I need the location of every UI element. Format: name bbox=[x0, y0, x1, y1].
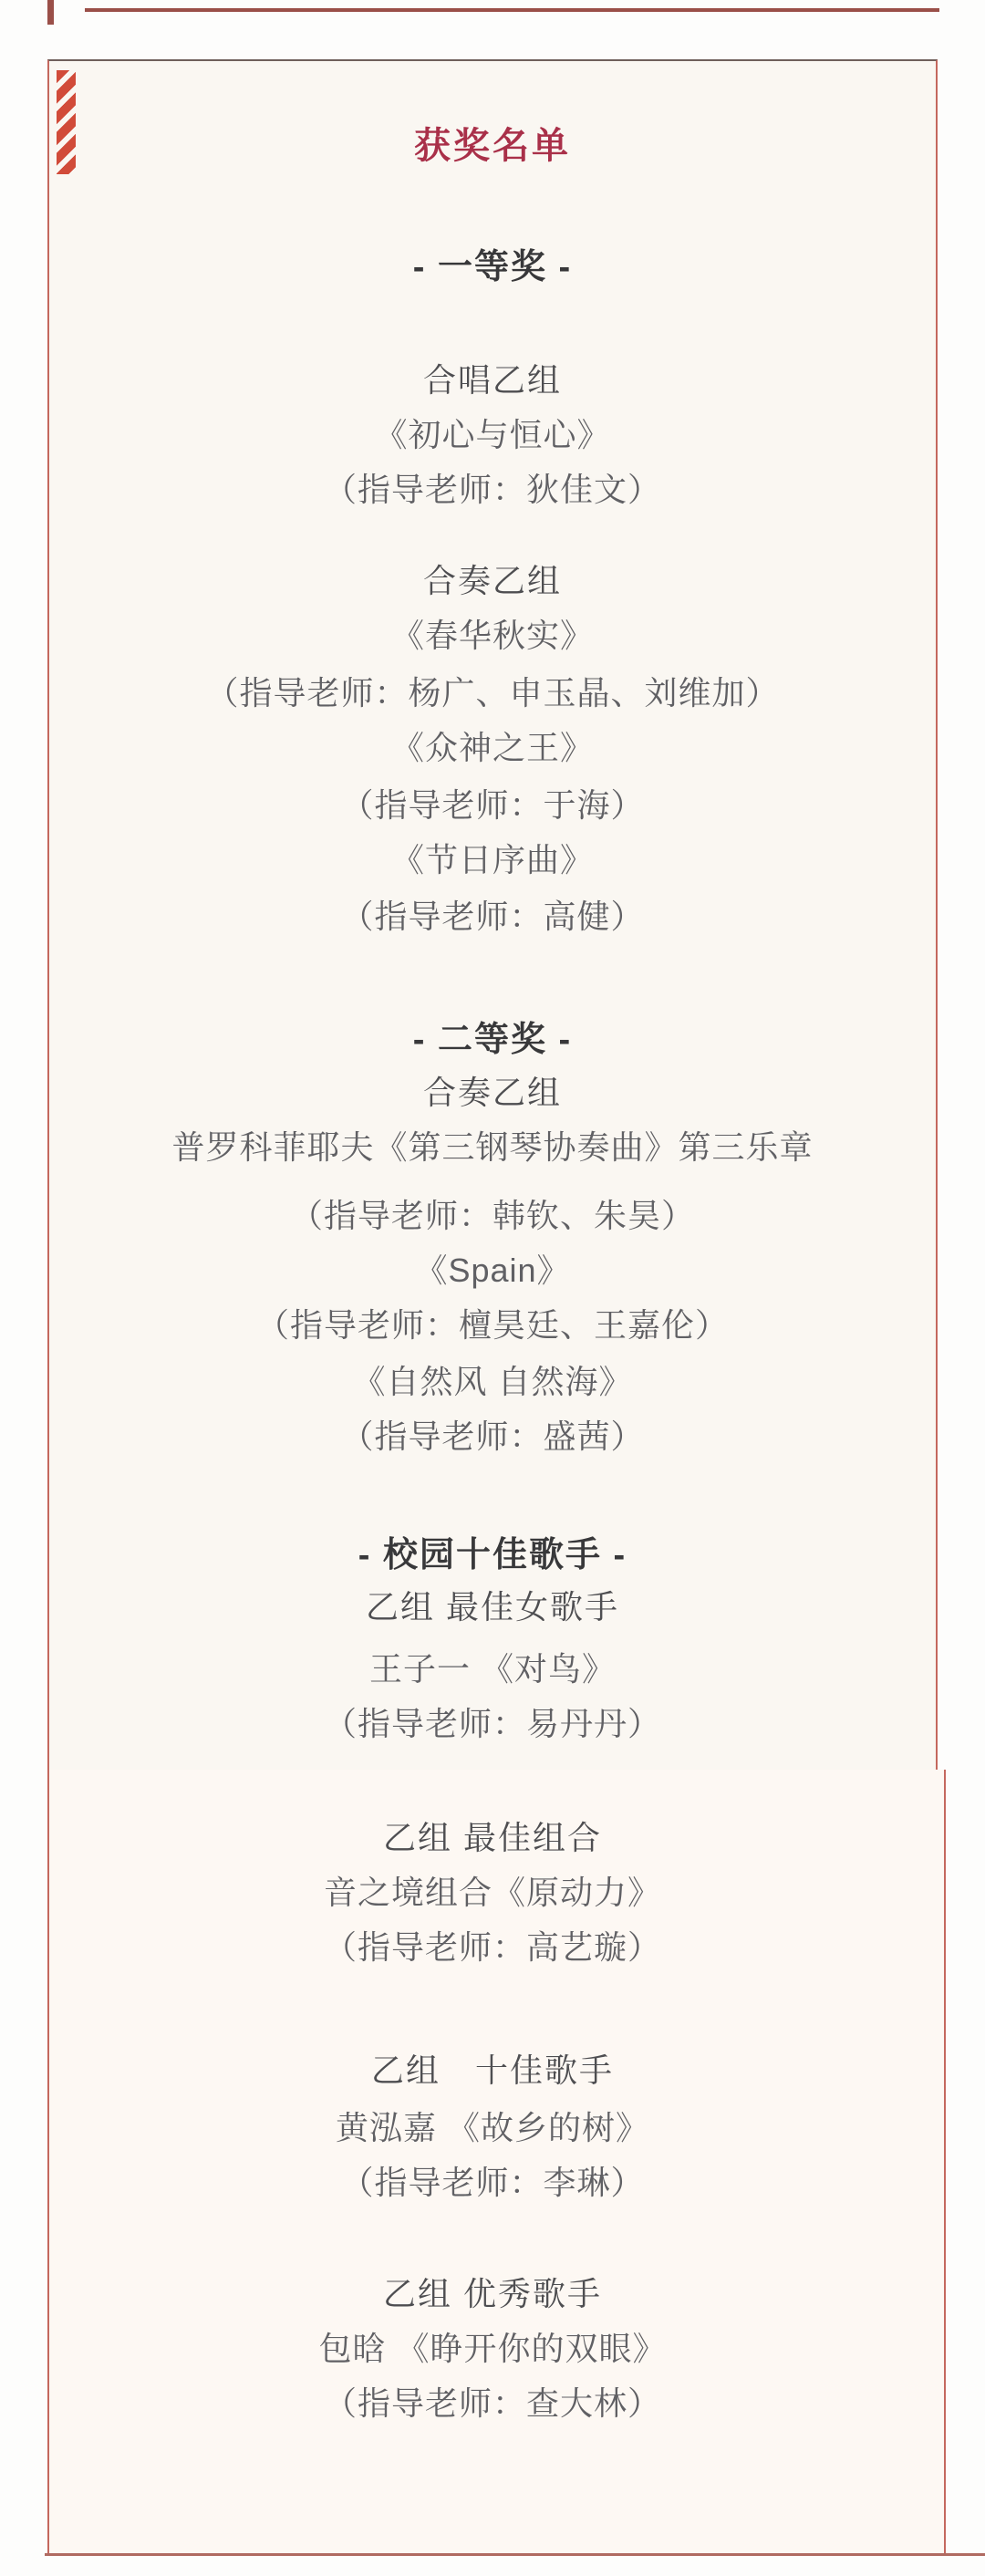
page-title: 获奖名单 bbox=[414, 126, 571, 166]
entry-line: （指导老师：狄佳文） bbox=[323, 471, 661, 508]
entry-line: （指导老师：檀昊廷、王嘉伦） bbox=[255, 1306, 729, 1344]
entry-line: 普罗科菲耶夫《第三钢琴协奏曲》第三乐章 bbox=[171, 1128, 814, 1166]
entry-line: 《春华秋实》 bbox=[390, 617, 594, 654]
entry-line: （指导老师：查大林） bbox=[323, 2384, 661, 2422]
entry-line: （指导老师：李琳） bbox=[340, 2164, 645, 2201]
section-header-top-ten-singers: - 校园十佳歌手 - bbox=[358, 1536, 627, 1574]
entry-line: 乙组 最佳组合 bbox=[382, 1819, 602, 1856]
entry-line: 王子一 《对鸟》 bbox=[368, 1650, 616, 1688]
entry-line: 乙组 十佳歌手 bbox=[370, 2051, 614, 2089]
entry-line: 《节日序曲》 bbox=[390, 841, 594, 878]
entry-line: （指导老师：韩钦、朱昊） bbox=[289, 1197, 695, 1234]
entry-line: 包晗 《睁开你的双眼》 bbox=[318, 2330, 667, 2367]
entry-line: 乙组 优秀歌手 bbox=[382, 2275, 602, 2312]
entry-line: 《众神之王》 bbox=[390, 729, 594, 766]
entry-line: （指导老师：高健） bbox=[340, 898, 645, 935]
entry-line: 乙组 最佳女歌手 bbox=[365, 1588, 619, 1626]
entry-line: 《Spain》 bbox=[414, 1252, 571, 1289]
card-bottom-border bbox=[45, 2553, 985, 2556]
entry-line: （指导老师：盛茜） bbox=[340, 1418, 645, 1455]
entry-line: （指导老师：杨广、申玉晶、刘维加） bbox=[205, 674, 780, 712]
entry-line: 合奏乙组 bbox=[422, 562, 562, 599]
entry-line: 黄泓嘉 《故乡的树》 bbox=[335, 2109, 649, 2146]
entry-line: 《初心与恒心》 bbox=[374, 416, 611, 453]
entry-line: （指导老师：高艺璇） bbox=[323, 1928, 661, 1966]
entry-line: （指导老师：易丹丹） bbox=[323, 1705, 661, 1742]
entry-line: 合唱乙组 bbox=[422, 361, 562, 399]
entry-line: （指导老师：于海） bbox=[340, 786, 645, 824]
previous-card-bottom-border bbox=[85, 8, 939, 12]
entry-line: 合奏乙组 bbox=[422, 1074, 562, 1111]
entry-line: 音之境组合《原动力》 bbox=[323, 1874, 661, 1911]
section-header-second-prize: - 二等奖 - bbox=[412, 1021, 573, 1059]
entry-line: 《自然风 自然海》 bbox=[352, 1363, 633, 1400]
section-header-first-prize: - 一等奖 - bbox=[412, 248, 573, 286]
previous-card-left-border bbox=[47, 0, 54, 25]
